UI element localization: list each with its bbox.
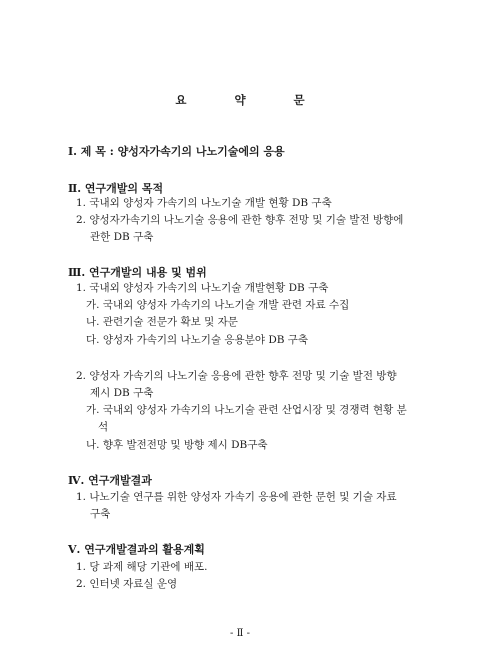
section-5-item: 1. 당 과제 해당 기관에 배포. bbox=[76, 561, 208, 573]
section-3-item-continuation: 제시 DB 구축 bbox=[90, 387, 154, 399]
section-3-subitem: 가. 국내외 양성자 가속기의 나노기술 개발 관련 자료 수집 bbox=[86, 299, 350, 311]
section-2-heading: Ⅱ. 연구개발의 목적 bbox=[68, 182, 164, 195]
section-4-item: 1. 나노기술 연구를 위한 양성자 가속기 응용에 관한 문헌 및 기술 자료 bbox=[76, 491, 397, 503]
section-4-item-continuation: 구축 bbox=[90, 508, 111, 520]
section-5-heading: Ⅴ. 연구개발결과의 활용계획 bbox=[68, 543, 205, 556]
section-3-item: 1. 국내외 양성자 가속기의 나노기술 개발현황 DB 구축 bbox=[76, 282, 329, 294]
section-3-subitem-continuation: 석 bbox=[98, 421, 109, 433]
section-3-heading: Ⅲ. 연구개발의 내용 및 범위 bbox=[68, 266, 207, 279]
section-5-item: 2. 인터넷 자료실 운영 bbox=[76, 578, 178, 590]
section-2-item: 1. 국내외 양성자 가속기의 나노기술 개발 현황 DB 구축 bbox=[76, 197, 332, 209]
section-2-item-continuation: 관한 DB 구축 bbox=[90, 231, 154, 243]
section-3-subitem: 나. 향후 발전전망 및 방향 제시 DB구축 bbox=[86, 439, 268, 451]
section-3-subitem: 나. 관련기술 전문가 확보 및 자문 bbox=[86, 316, 238, 328]
section-3-subitem: 다. 양성자 가속기의 나노기술 응용분야 DB 구축 bbox=[86, 334, 309, 346]
section-3-item: 2. 양성자 가속기의 나노기술 응용에 관한 향후 전망 및 기술 발전 방향 bbox=[76, 370, 397, 382]
section-3-subitem: 가. 국내외 양성자 가속기의 나노기술 관련 산업시장 및 경쟁력 현황 분 bbox=[86, 404, 407, 416]
page-number: - Ⅱ - bbox=[230, 628, 250, 639]
section-4-heading: Ⅳ. 연구개발결과 bbox=[68, 474, 152, 487]
page-title: 요 약 문 bbox=[175, 93, 327, 107]
section-2-item: 2. 양성자가속기의 나노기술 응용에 관한 향후 전망 및 기술 발전 방향에 bbox=[76, 214, 404, 226]
section-1-heading: Ⅰ. 제 목 : 양성자가속기의 나노기술에의 응용 bbox=[68, 145, 285, 158]
